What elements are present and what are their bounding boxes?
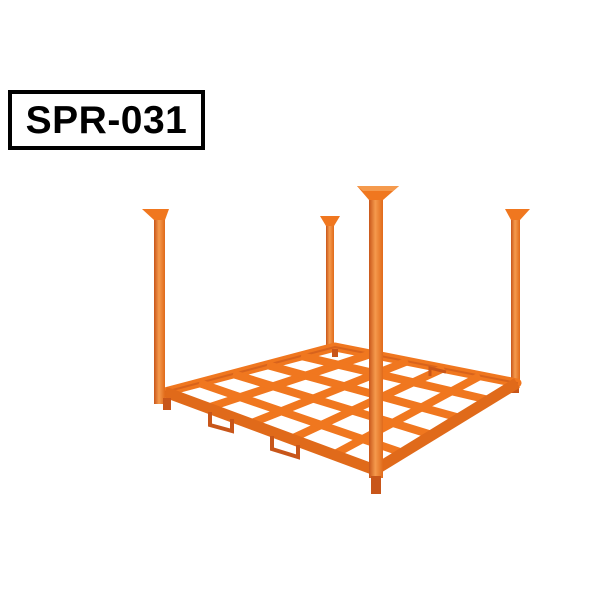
rack-deck-grid (165, 347, 517, 470)
product-code-label: SPR-031 (25, 98, 188, 142)
post-back-right (505, 209, 530, 393)
post-front-left (142, 209, 171, 410)
post-back-center (320, 216, 340, 352)
foot-back-center (332, 349, 338, 357)
